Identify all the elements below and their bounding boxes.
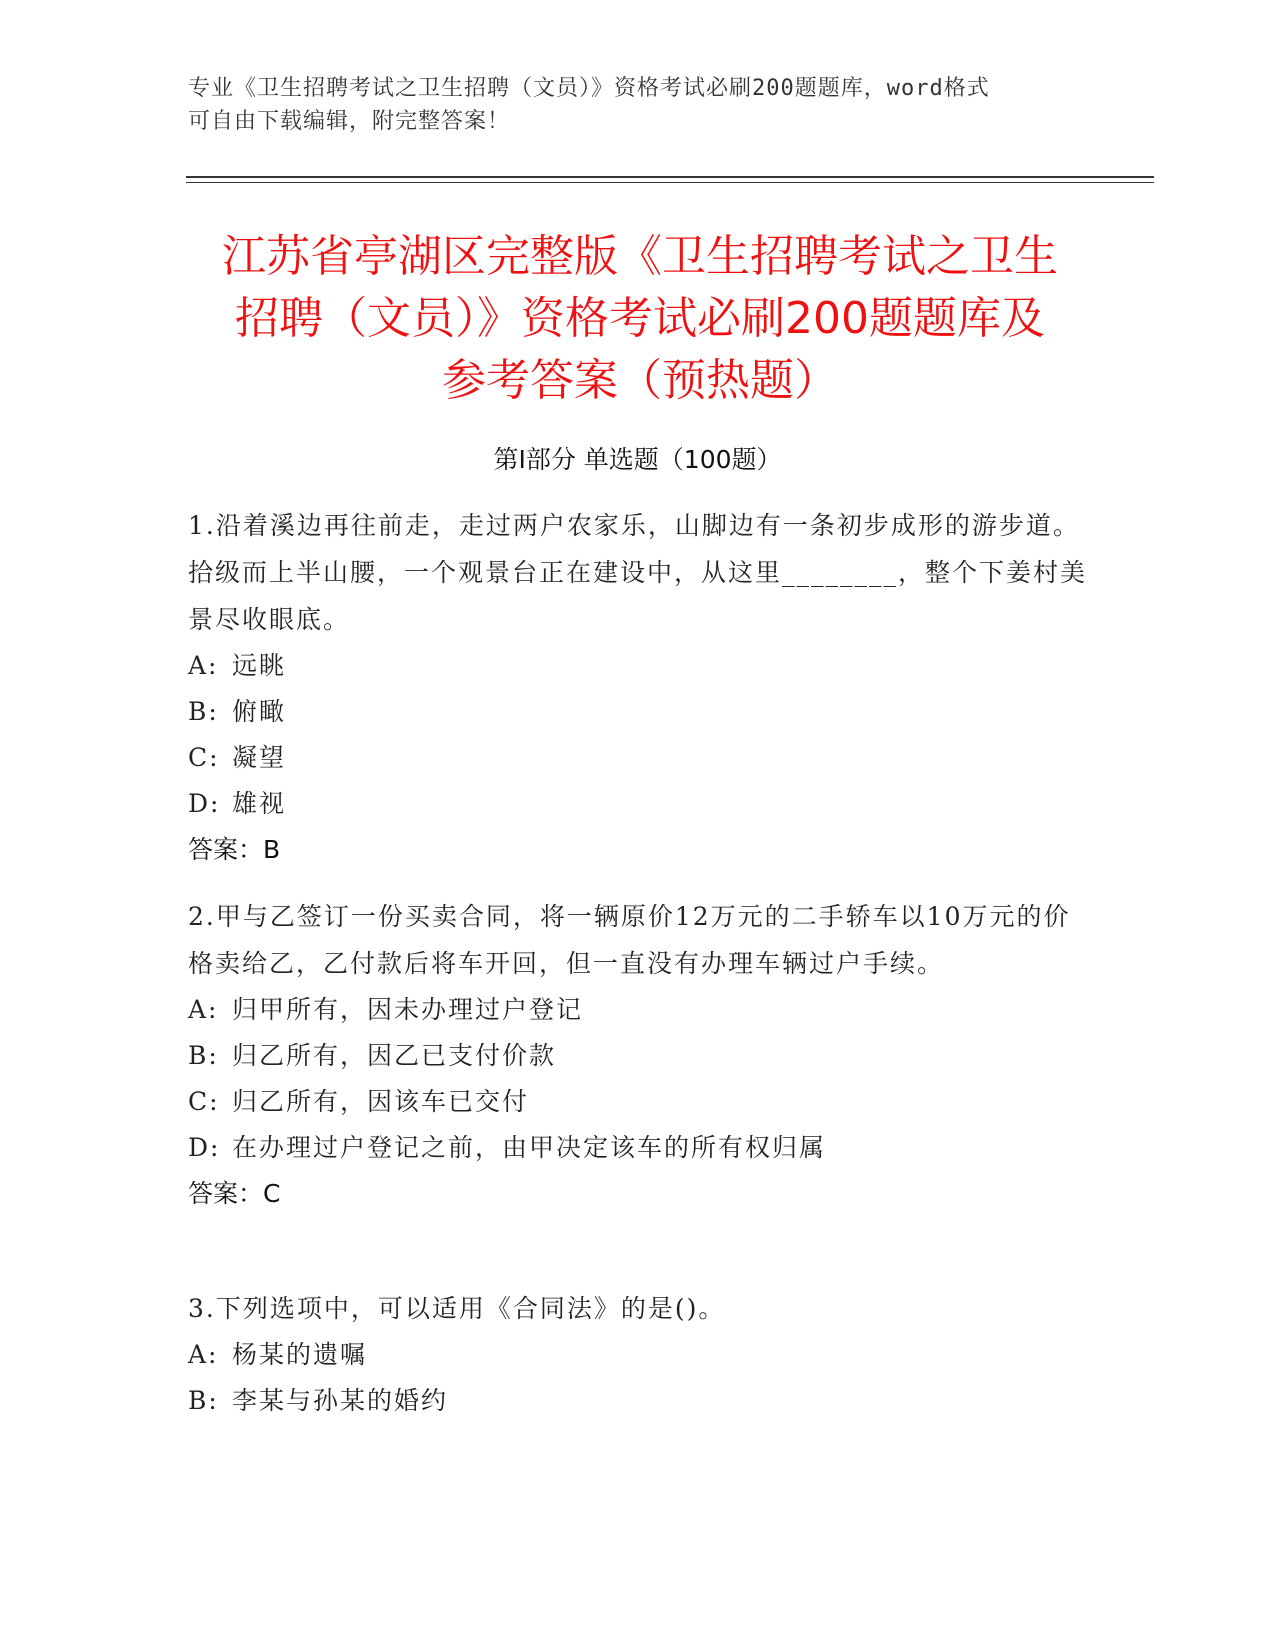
question-text: 1.沿着溪边再往前走，走过两户农家乐，山脚边有一条初步成形的游步道。拾级而上半山腰，一个观景台正在建设中，从这里________，整个下姜村美景尽收眼底。	[188, 511, 1088, 634]
option-d	[188, 1125, 1088, 1171]
option-d	[188, 781, 1088, 827]
option-text: 归乙所有，因该车已交付	[232, 1087, 530, 1116]
option-c	[188, 735, 1088, 781]
option-text: 归甲所有，因未办理过户登记	[232, 995, 584, 1024]
option-letter: D:	[188, 1133, 221, 1162]
answer: 答案：B	[188, 835, 281, 864]
option-text: 俯瞰	[232, 697, 287, 726]
question-2	[188, 893, 1088, 1217]
option-text: 远眺	[232, 651, 287, 680]
header-note-line2: 可自由下载编辑，附完整答案！	[188, 109, 511, 134]
option-a	[188, 643, 1088, 689]
header-note	[188, 72, 1068, 138]
option-letter: A:	[188, 651, 219, 680]
section-title: 第Ⅰ部分 单选题（100题）	[493, 445, 782, 474]
document-title	[190, 226, 1090, 412]
option-letter: C:	[188, 743, 220, 772]
option-letter: B:	[188, 697, 219, 726]
header-divider-thin	[186, 182, 1154, 183]
option-text: 归乙所有，因乙已支付价款	[232, 1041, 557, 1070]
option-a	[188, 1332, 1088, 1378]
option-b	[188, 689, 1088, 735]
option-text: 杨某的遗嘱	[232, 1340, 368, 1369]
header-note-line1: 专业《卫生招聘考试之卫生招聘（文员）》资格考试必刷200题题库，word格式	[188, 76, 990, 101]
option-text: 凝望	[232, 743, 287, 772]
question-text: 2.甲与乙签订一份买卖合同，将一辆原价12万元的二手轿车以10万元的价格卖给乙，乙付款后将车开回，但一直没有办理车辆过户手续。	[188, 902, 1071, 978]
question-3	[188, 1285, 1088, 1424]
option-c	[188, 1079, 1088, 1125]
option-letter: D:	[188, 789, 221, 818]
option-letter: C:	[188, 1087, 220, 1116]
option-b	[188, 1378, 1088, 1424]
option-text: 在办理过户登记之前，由甲决定该车的所有权归属	[232, 1133, 827, 1162]
title-line3: 参考答案（预热题）	[442, 355, 838, 406]
answer: 答案：C	[188, 1179, 281, 1208]
title-line2: 招聘（文员）》资格考试必刷200题题库及	[235, 293, 1045, 344]
option-b	[188, 1033, 1088, 1079]
title-line1: 江苏省亭湖区完整版《卫生招聘考试之卫生	[222, 231, 1058, 282]
question-text: 3.下列选项中，可以适用《合同法》的是()。	[188, 1294, 726, 1323]
option-letter: B:	[188, 1041, 219, 1070]
option-text: 雄视	[232, 789, 287, 818]
option-a	[188, 987, 1088, 1033]
option-letter: A:	[188, 995, 219, 1024]
option-letter: B:	[188, 1386, 219, 1415]
header-divider-thick	[186, 176, 1154, 178]
option-text: 李某与孙某的婚约	[232, 1386, 449, 1415]
question-1	[188, 502, 1088, 873]
option-letter: A:	[188, 1340, 219, 1369]
